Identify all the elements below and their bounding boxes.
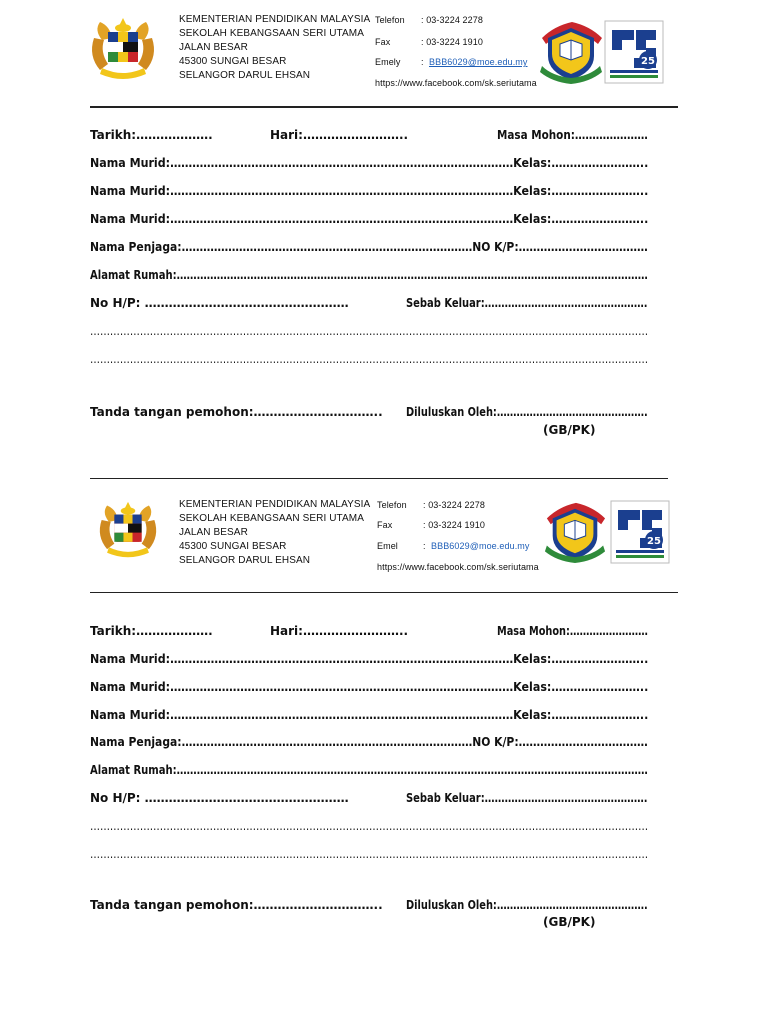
tarikh-field[interactable]: Tarikh:………………. [90,624,213,638]
school-name-line: SEKOLAH KEBANGSAAN SERI UTAMA [179,28,364,39]
continuation-line-1[interactable]: …………………………………………………………………………………………………………………………………………………… [90,819,649,833]
facebook-link[interactable]: https://www.facebook.com/sk.seriutama [377,562,539,572]
sebab-keluar-field[interactable]: Sebab Keluar:…………………………………………. [406,791,648,805]
school-name-line: SEKOLAH KEBANGSAAN SERI UTAMA [179,513,364,524]
nama-murid-field-3[interactable]: Nama Murid:…………………………………………………………………………………Kelas:…………………….. [90,212,649,226]
ministry-25-logo-icon [604,20,664,84]
nama-murid-field-3[interactable]: Nama Murid:…………………………………………………………………………………Kelas:…………………….. [90,708,649,722]
telefon-value: : 03-3224 2278 [421,15,483,25]
nama-penjaga-field[interactable]: Nama Penjaga:………………………………………………………………………NO K/P:……………………………… [90,735,648,749]
school-crest-icon [538,18,604,84]
fax-value: : 03-3224 1910 [423,520,485,530]
svg-text:25: 25 [647,536,661,547]
continuation-line-2[interactable]: …………………………………………………………………………………………………………………………………………………… [90,352,649,366]
form-separator [90,478,668,479]
email-colon: : [423,541,426,551]
address-line-2: 45300 SUNGAI BESAR [179,541,287,552]
address-line-3: SELANGOR DARUL EHSAN [179,70,311,81]
school-crest-icon [543,498,607,564]
address-line-3: SELANGOR DARUL EHSAN [179,555,311,566]
telefon-label: Telefon [377,500,407,510]
fax-label: Fax [377,520,393,530]
address-line-2: 45300 SUNGAI BESAR [179,56,287,67]
alamat-rumah-field[interactable]: Alamat Rumah:…………………………………………………………………………………………………………………………… [90,268,648,282]
hari-field[interactable]: Hari:…………………….. [270,624,409,638]
svg-text:25: 25 [641,56,655,67]
tarikh-field[interactable]: Tarikh:………………. [90,128,213,142]
email-colon: : [421,57,424,67]
facebook-link[interactable]: https://www.facebook.com/sk.seriutama [375,78,537,88]
fax-label: Fax [375,37,391,47]
no-hp-field[interactable]: No H/P: …………………………………………… [90,296,349,310]
malaysia-coat-of-arms-icon [95,500,161,560]
fax-value: : 03-3224 1910 [421,37,483,47]
org-name-line: KEMENTERIAN PENDIDIKAN MALAYSIA [179,499,371,510]
telefon-value: : 03-3224 2278 [423,500,485,510]
nama-penjaga-field[interactable]: Nama Penjaga:………………………………………………………………………NO K/P:……………………………… [90,240,648,254]
email-label: Emel [377,541,398,551]
nama-murid-field-2[interactable]: Nama Murid:…………………………………………………………………………………Kelas:…………………….. [90,184,649,198]
tanda-tangan-field[interactable]: Tanda tangan pemohon:………………………….. [90,898,383,912]
masa-mohon-field[interactable]: Masa Mohon:………………… [497,128,648,142]
telefon-label: Telefon [375,15,405,25]
email-link[interactable]: BBB6029@moe.edu.my [431,541,530,551]
address-line-1: JALAN BESAR [179,42,248,53]
alamat-rumah-field[interactable]: Alamat Rumah:…………………………………………………………………………………………………………………………… [90,763,648,777]
nama-murid-field-1[interactable]: Nama Murid:…………………………………………………………………………………Kelas:…………………….. [90,156,649,170]
email-label: Emely [375,57,401,67]
nama-murid-field-2[interactable]: Nama Murid:…………………………………………………………………………………Kelas:…………………….. [90,680,649,694]
nama-murid-field-1[interactable]: Nama Murid:…………………………………………………………………………………Kelas:…………………….. [90,652,649,666]
ministry-25-logo-icon [609,500,671,564]
continuation-line-1[interactable]: …………………………………………………………………………………………………………………………………………………… [90,324,649,338]
malaysia-coat-of-arms-icon [88,16,158,82]
diluluskan-oleh-field[interactable]: Diluluskan Oleh:………………………………………. [406,898,648,912]
continuation-line-2[interactable]: …………………………………………………………………………………………………………………………………………………… [90,847,649,861]
tanda-tangan-field[interactable]: Tanda tangan pemohon:………………………….. [90,405,383,419]
no-hp-field[interactable]: No H/P: …………………………………………… [90,791,349,805]
org-name-line: KEMENTERIAN PENDIDIKAN MALAYSIA [179,14,371,25]
sebab-keluar-field[interactable]: Sebab Keluar:…………………………………………. [406,296,648,310]
email-link[interactable]: BBB6029@moe.edu.my [429,57,528,67]
header-divider [90,592,678,593]
hari-field[interactable]: Hari:…………………….. [270,128,409,142]
gb-pk-label: (GB/PK) [543,423,596,437]
header-divider [90,106,678,108]
address-line-1: JALAN BESAR [179,527,248,538]
diluluskan-oleh-field[interactable]: Diluluskan Oleh:………………………………………. [406,405,648,419]
masa-mohon-field[interactable]: Masa Mohon:…………………… [497,624,648,638]
gb-pk-label: (GB/PK) [543,915,596,929]
